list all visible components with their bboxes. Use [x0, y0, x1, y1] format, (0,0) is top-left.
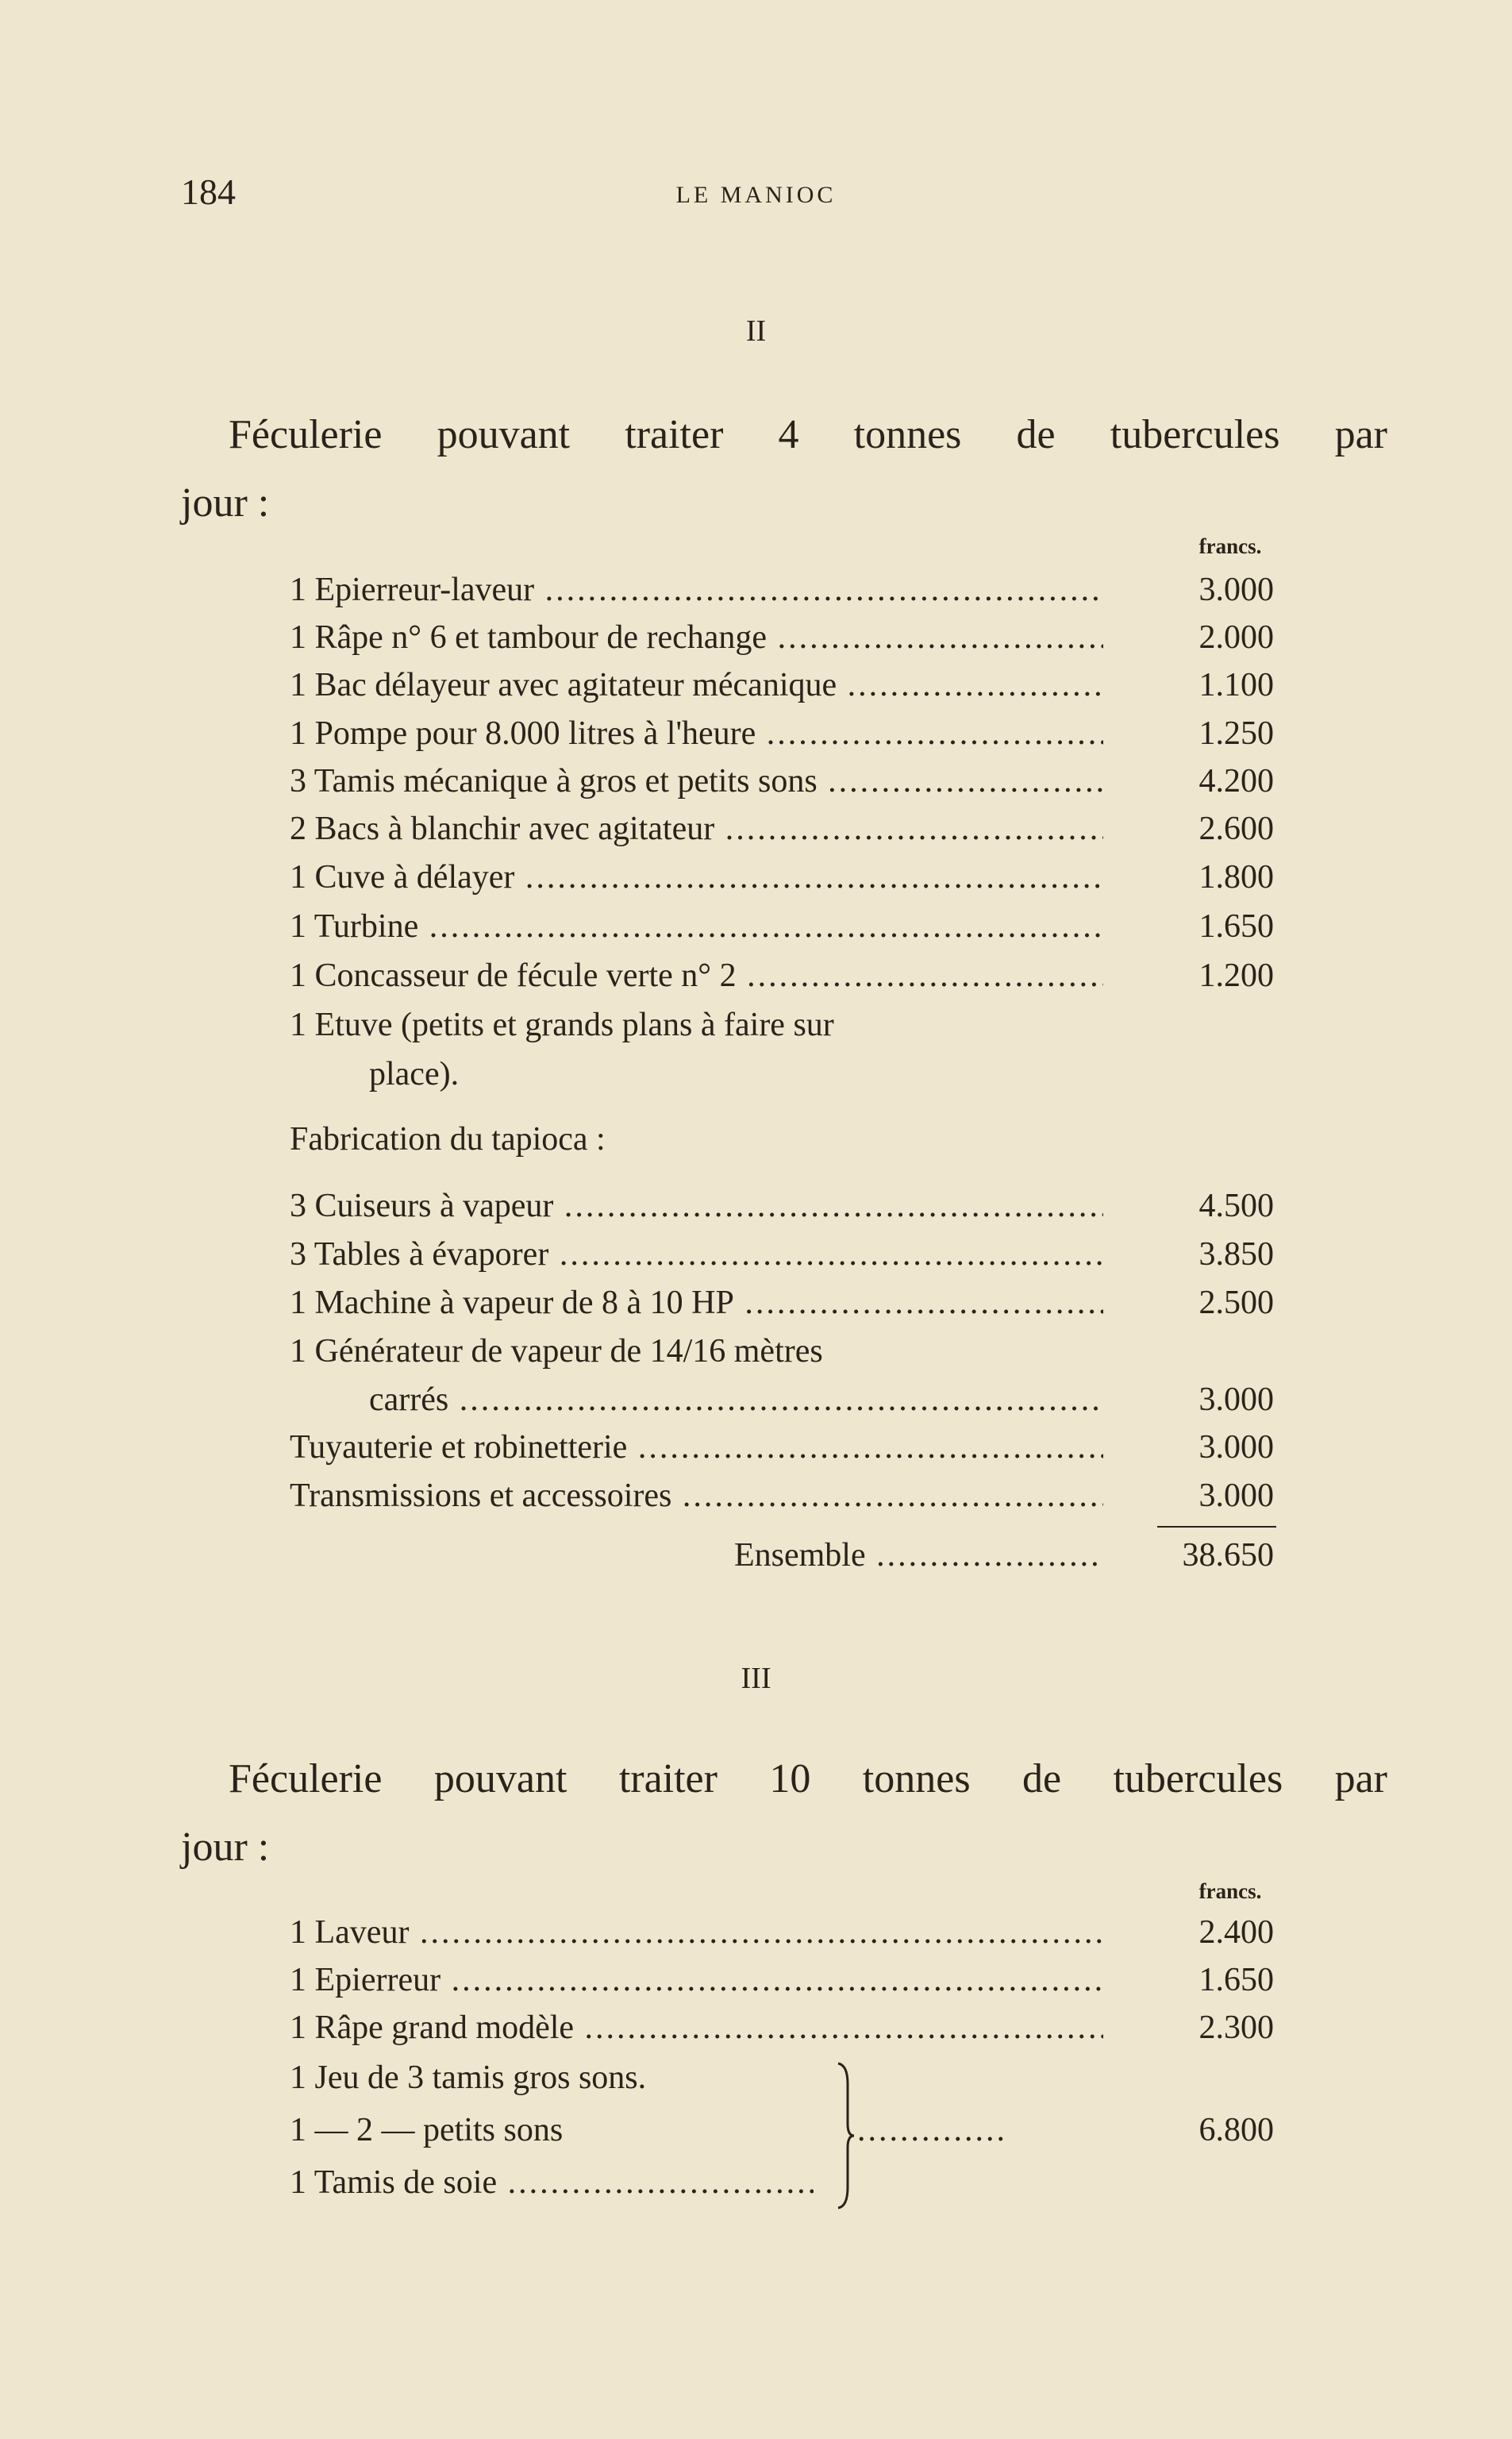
- item-value: 2.400: [1198, 1914, 1274, 1951]
- unit-label: francs.: [1198, 1879, 1262, 1903]
- item-value: 1.650: [1198, 1962, 1274, 1998]
- item-label: 1 Laveur .....: [290, 1908, 1103, 1957]
- item-label: 1 Générateur de vapeur de 14/16 mètres: [290, 1333, 823, 1370]
- list-item: [290, 1327, 1282, 1376]
- item-label: 1 Pompe pour 8.000 litres à l'heure .....: [290, 709, 1103, 758]
- item-value: 2.500: [1198, 1285, 1274, 1321]
- item-value: 1.250: [1198, 715, 1274, 752]
- section-iii-intro-line1: Féculerie pouvant traiter 10 tonnes de tubercules par: [229, 1756, 1387, 1801]
- total-label: Ensemble .....: [734, 1531, 1103, 1580]
- section-numeral-ii: II: [745, 314, 767, 348]
- section-ii-intro: [181, 401, 1387, 538]
- subheading-tapioca: Fabrication du tapioca :: [290, 1121, 606, 1158]
- list-item: [290, 1423, 1282, 1472]
- item-value: 4.500: [1198, 1188, 1274, 1224]
- item-label: 1 Jeu de 3 tamis gros sons.: [290, 2059, 647, 2096]
- page-header: [0, 171, 1512, 218]
- item-value: 1.100: [1198, 667, 1274, 703]
- list-item: [290, 1471, 1282, 1520]
- list-item: [290, 757, 1282, 806]
- item-value: 3.000: [1198, 1478, 1274, 1514]
- grouped-item: [290, 2158, 1282, 2207]
- item-label: Transmissions et accessoires .....: [290, 1471, 1103, 1520]
- item-label: 1 Bac délayeur avec agitateur mécanique .....: [290, 661, 1103, 710]
- item-value: 3.000: [1198, 1429, 1274, 1466]
- item-label: 1 Cuve à délayer .....: [290, 853, 1103, 902]
- item-label: 3 Tables à évaporer .....: [290, 1230, 1103, 1279]
- item-value: 4.200: [1198, 763, 1274, 800]
- item-label: 1 Etuve (petits et grands plans à faire sur: [290, 1007, 834, 1043]
- grouped-item: [290, 2053, 1282, 2102]
- item-label: 1 Tamis de soie .....: [290, 2158, 814, 2207]
- section-ii-intro-line1: Féculerie pouvant traiter 4 tonnes de tubercules par: [229, 412, 1387, 457]
- page-number: 184: [181, 171, 236, 212]
- leader-dots: ..............: [857, 2112, 1007, 2148]
- item-label: 1 Epierreur .....: [290, 1955, 1103, 2005]
- list-item: [290, 2003, 1282, 2052]
- item-value: 2.600: [1198, 811, 1274, 847]
- list-item: [290, 1230, 1282, 1279]
- list-item: [290, 853, 1282, 902]
- section-ii-intro-line2: jour :: [181, 480, 270, 526]
- item-label: 1 Epierreur-laveur .....: [290, 565, 1103, 615]
- total-row: [290, 1531, 1282, 1580]
- section-iii-intro-line2: jour :: [181, 1824, 270, 1870]
- total-rule: [1157, 1526, 1276, 1528]
- item-value: 3.850: [1198, 1236, 1274, 1273]
- item-value: 6.800: [1198, 2112, 1274, 2148]
- item-continuation: place).: [369, 1056, 460, 1092]
- item-label: 1 Concasseur de fécule verte n° 2 .....: [290, 951, 1103, 1000]
- item-value: 1.650: [1198, 908, 1274, 945]
- item-label: 1 Râpe n° 6 et tambour de rechange .....: [290, 613, 1103, 662]
- total-value: 38.650: [1182, 1537, 1274, 1574]
- item-value: 1.200: [1198, 957, 1274, 994]
- list-item: [290, 1181, 1282, 1231]
- item-label: 1 — 2 — petits sons: [290, 2112, 564, 2148]
- list-item: [369, 1375, 1282, 1424]
- item-value: 3.000: [1198, 1381, 1274, 1418]
- item-value: 2.000: [1198, 619, 1274, 656]
- item-label: 1 Turbine .....: [290, 902, 1103, 951]
- list-item: [290, 613, 1282, 662]
- list-item: [290, 1000, 1282, 1050]
- item-label: 3 Tamis mécanique à gros et petits sons .....: [290, 757, 1103, 806]
- item-label: Tuyauterie et robinetterie .....: [290, 1423, 1103, 1472]
- item-label: 2 Bacs à blanchir avec agitateur .....: [290, 804, 1103, 853]
- item-label: 1 Machine à vapeur de 8 à 10 HP .....: [290, 1278, 1103, 1327]
- list-item: [290, 1955, 1282, 2005]
- item-value: 1.800: [1198, 859, 1274, 896]
- unit-label: francs.: [1198, 534, 1262, 558]
- list-item: [290, 565, 1282, 615]
- item-label: 3 Cuiseurs à vapeur .....: [290, 1181, 1103, 1231]
- list-item: [290, 1908, 1282, 1957]
- list-item: [290, 804, 1282, 853]
- list-item: [290, 902, 1282, 951]
- section-iii-intro: [181, 1745, 1387, 1882]
- list-item: [290, 709, 1282, 758]
- list-item: [290, 661, 1282, 710]
- item-value: 2.300: [1198, 2009, 1274, 2046]
- running-title: LE MANIOC: [675, 182, 837, 208]
- section-numeral-iii: III: [741, 1662, 771, 1695]
- item-value: 3.000: [1198, 572, 1274, 608]
- grouping-brace: [833, 2060, 857, 2211]
- item-label: 1 Râpe grand modèle .....: [290, 2003, 1103, 2052]
- grouped-value-row: [857, 2106, 1282, 2155]
- list-item: [290, 1278, 1282, 1327]
- item-label: carrés .....: [369, 1375, 1103, 1424]
- list-item: [290, 951, 1282, 1000]
